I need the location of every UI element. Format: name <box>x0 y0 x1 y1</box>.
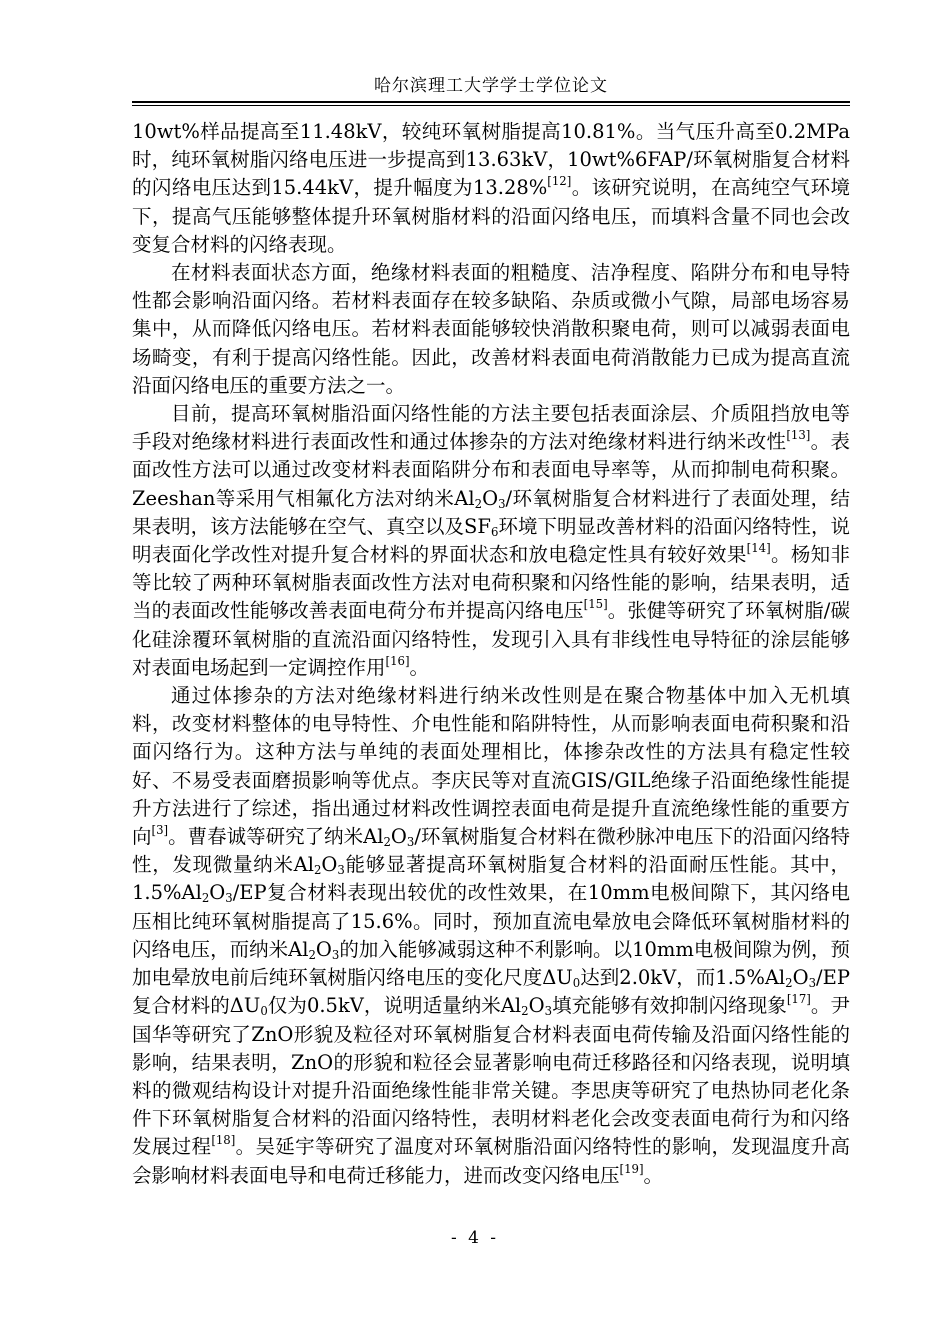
header-rule-thin <box>132 105 850 106</box>
subscript: 2 <box>201 891 210 906</box>
subscript: 6 <box>490 524 499 539</box>
text-run: O <box>315 937 332 961</box>
text-run: /环氧树脂复合材料进行了表面处理，结果表明，该方法能够在空气、真空以及SF <box>132 486 850 538</box>
text-run: 达到2.0kV，而1.5%Al <box>580 966 786 990</box>
text-run: 通过体掺杂的方法对绝缘材料进行纳米改性则是在聚合物基体中加入无机填料，改变材料整体的电导特性、介电性能和陷阱特性，从而影响表面电荷积聚和沿面闪络行为。这种方法与单纯的表面处理相比，体掺杂改性的方法具有稳定性较好、不易受表面磨损影响等优点。李庆民等对直流GIS/GIL绝缘子沿面绝缘性能提升方法进行了综述，指出通过材料改性调控表面电荷是提升直流绝缘性能的重要方向 <box>132 684 850 849</box>
text-run: 填充能够有效抑制闪络现象 <box>552 994 787 1018</box>
page-number: - 4 - <box>450 1228 500 1248</box>
subscript: 3 <box>406 835 415 849</box>
text-run: 。该研究说明，在高纯空气环境下，提高气压能够整体提升环氧树脂材料的沿面闪络电压，而填料含量不同也会改变复合材料的闪络表现。 <box>132 176 850 256</box>
citation-ref: [16] <box>385 654 410 669</box>
citation-ref: [17] <box>786 992 811 1007</box>
subscript: 2 <box>474 496 483 511</box>
citation-ref: [15] <box>583 597 608 612</box>
text-run: 在材料表面状态方面，绝缘材料表面的粗糙度、洁净程度、陷阱分布和电导特性都会影响沿面闪络。若材料表面存在较多缺陷、杂质或微小气隙，局部电场容易集中，从而降低闪络电压。若材料表面能够较快消散积聚电荷，则可以减弱表面电场畸变，有利于提高闪络性能。因此，改善材料表面电荷消散能力已成为提高直流沿面闪络电压的重要方法之一。 <box>132 261 850 397</box>
text-run: O <box>321 853 338 877</box>
subscript: 0 <box>260 1004 268 1019</box>
text-run: /EP复合材料表现出较优的改性效果，在10mm电极间隙下，其闪络电压相比纯环氧树脂提高了15.6%。同时，预加直流电晕放电会降低环氧树脂材料的闪络电压，而纳米Al <box>132 881 850 961</box>
subscript: 0 <box>572 976 581 991</box>
subscript: 2 <box>308 947 316 962</box>
text-run: 。尹国华等研究了ZnO形貌及粒径对环氧树脂复合材料表面电荷传输及沿面闪络性能的影响，结果表明，ZnO的形貌和粒径会显著影响电荷迁移路径和闪络表现，说明填料的微观结构设计对提升沿面绝缘性能非常关键。李思庚等研究了电热协同老化条件下环氧树脂复合材料的沿面闪络特性，表明材料老化会改变表面电荷行为和闪络发展过程 <box>132 994 850 1159</box>
subscript: 3 <box>808 976 817 991</box>
citation-ref: [19] <box>619 1161 644 1176</box>
citation-ref: [14] <box>746 541 771 556</box>
citation-ref: [13] <box>786 428 811 443</box>
text-run: O <box>209 881 226 905</box>
text-run: O <box>792 966 809 990</box>
citation-ref: [12] <box>547 174 572 189</box>
text-run: 。杨知非等比较了两种环氧树脂表面改性方法对电荷积聚和闪络性能的影响，结果表明，适当的表面改性能够改善表面电荷分布并提高闪络电压 <box>132 543 850 623</box>
text-run: O <box>390 825 407 849</box>
text-run: 。 <box>643 1163 664 1187</box>
header-rule-thick <box>132 101 850 103</box>
text-run: 10wt%样品提高至11.48kV，较纯环氧树脂提高10.81%。当气压升高至0.2MPa时，纯环氧树脂闪络电压进一步提高到13.63kV，10wt%6FAP/环氧树脂复合材料的闪络电压达到15.44kV，提升幅度为13.28% <box>132 120 850 200</box>
text-run: 。张健等研究了环氧树脂/碳化硅涂覆环氧树脂的直流沿面闪络特性，发现引入具有非线性电导特征的涂层能够对表面电场起到一定调控作用 <box>132 599 850 679</box>
text-run: 目前，提高环氧树脂沿面闪络性能的方法主要包括表面涂层、介质阻挡放电等手段对绝缘材料进行表面改性和通过体掺杂的方法对绝缘材料进行纳米改性 <box>132 402 850 454</box>
text-run: 的加入能够减弱这种不利影响。以10mm电极间隙为例，预加电晕放电前后纯环氧树脂闪络电压的变化尺度ΔU <box>132 937 850 990</box>
paragraph-1 <box>132 118 850 259</box>
text-run: /EP复合材料的ΔU <box>132 966 850 1018</box>
subscript: 2 <box>785 976 793 991</box>
citation-ref: [3] <box>151 823 169 838</box>
subscript: 2 <box>521 1004 529 1019</box>
subscript: 3 <box>225 891 233 906</box>
text-run: 环境下明显改善材料的沿面闪络特性，说明表面化学改性对提升复合材料的界面状态和放电稳定性具有较好效果 <box>132 514 850 567</box>
body-text <box>132 118 850 1190</box>
paragraph-4 <box>132 682 850 1190</box>
subscript: 3 <box>544 1004 553 1019</box>
running-header: 哈尔滨理工大学学士学位论文 <box>374 76 608 96</box>
text-run: /环氧树脂复合材料在微秒脉冲电压下的沿面闪络特性，发现微量纳米Al <box>132 825 850 877</box>
subscript: 3 <box>498 496 506 511</box>
text-run: 。曹春诚等研究了纳米Al <box>168 825 384 849</box>
subscript: 3 <box>331 947 340 962</box>
text-run: O <box>528 994 545 1018</box>
text-run: 。 <box>409 655 430 679</box>
citation-ref: [18] <box>211 1133 236 1148</box>
subscript: 3 <box>337 863 345 878</box>
text-run: 仅为0.5kV，说明适量纳米Al <box>267 994 522 1018</box>
paragraph-2 <box>132 259 850 400</box>
text-run: 能够显著提高环氧树脂复合材料的沿面耐压性能。其中，1.5%Al <box>132 853 850 905</box>
text-run: 。吴延宇等研究了温度对环氧树脂沿面闪络特性的影响，发现温度升高会影响材料表面电导和电荷迁移能力，进而改变闪络电压 <box>132 1135 850 1187</box>
subscript: 2 <box>313 863 322 878</box>
subscript: 2 <box>383 835 391 849</box>
paragraph-3 <box>132 400 850 682</box>
text-run: 。表面改性方法可以通过改变材料表面陷阱分布和表面电导率等，从而抑制电荷积聚。Zeeshan等采用气相氟化方法对纳米Al <box>132 430 850 510</box>
text-run: O <box>482 486 499 510</box>
